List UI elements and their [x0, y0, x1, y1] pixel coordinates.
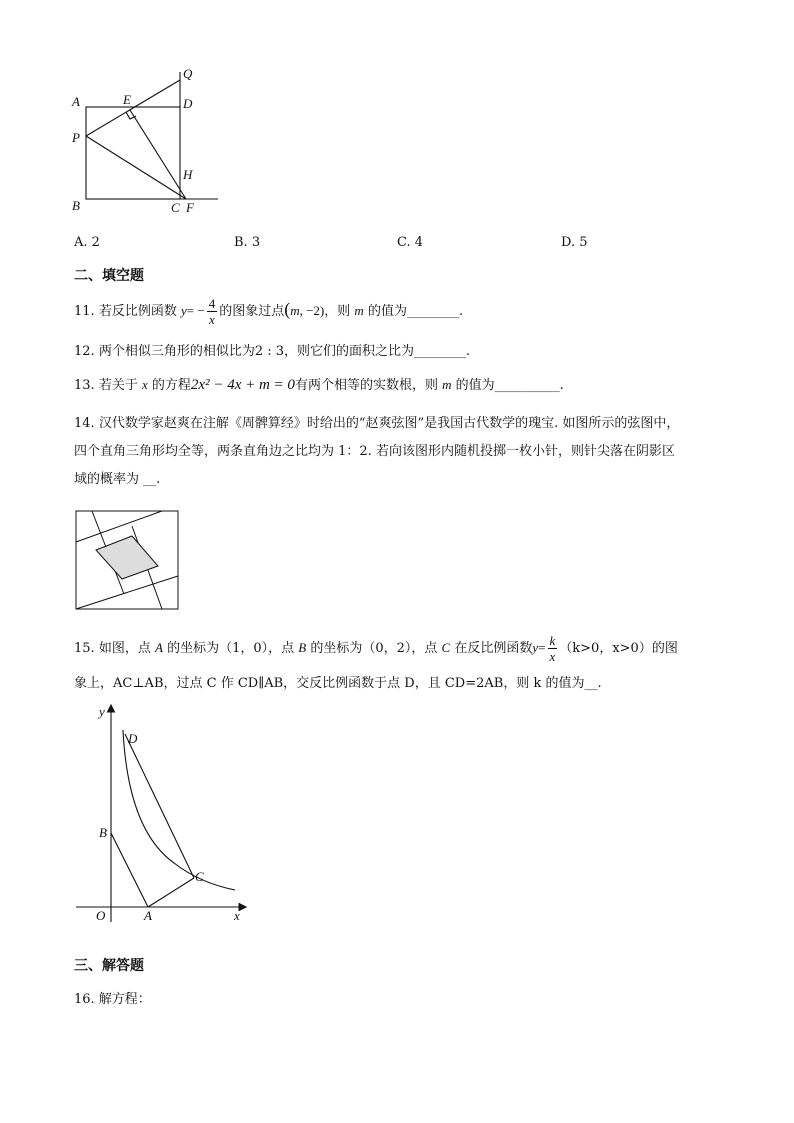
rectangle-abcd [86, 107, 180, 199]
line-ef [130, 110, 186, 199]
question-11: 11. 若反比例函数 y= − $\frac{4}{x}$ 的图象过点(m, −2)，则 m 的值为________. [74, 296, 464, 327]
question-12: 12. 两个相似三角形的相似比为2 : 3，则它们的面积之比为________. [74, 344, 471, 359]
question-14 [74, 410, 679, 494]
coordinate-figure [70, 700, 255, 930]
label-a: A [72, 94, 80, 109]
zhao-shuang-figure [72, 508, 182, 612]
question-14-line-2: 四个直角三角形均全等，两条直角边之比均为 1：2. 若向该图形内随机投掷一枚小针，则针尖落在阴影区 [74, 444, 675, 459]
option-a: A. 2 [74, 235, 100, 250]
option-c: C. 4 [397, 235, 424, 250]
geometry-figure-rectangle [60, 62, 230, 222]
line-pf [86, 136, 186, 199]
fraction-4-over-x: $\frac{4}{x}$ [208, 296, 216, 327]
axis-label-x: x [234, 908, 240, 923]
hyperbola-curve [123, 730, 235, 890]
segment-ab [111, 833, 148, 907]
label-point-b: B [99, 825, 107, 840]
label-p: P [72, 130, 80, 145]
question-14-line-1: 14. 汉代数学家赵爽在注解《周髀算经》时给出的“赵爽弦图”是我国古代数学的瑰宝. 如图所示的弦图中， [74, 416, 680, 431]
label-q: Q [183, 66, 193, 81]
section-answer-heading: 三、解答题 [74, 958, 144, 974]
label-h: H [183, 167, 193, 182]
question-15: 15. 如图，点 A 的坐标为（1，0），点 B 的坐标为（0，2），点 C 在反比例函数y= $\frac{k}{x}$ （k>0，x>0）的图 [74, 633, 678, 664]
label-point-d: D [128, 731, 138, 746]
option-d: D. 5 [561, 235, 588, 250]
question-13: 13. 若关于 x 的方程2x² − 4x + m = 0有两个相等的实数根，则 m 的值为__________. [74, 377, 564, 393]
label-c: C [171, 200, 180, 215]
option-b: B. 3 [234, 235, 261, 250]
question-15-line-2: 象上，AC⊥AB，过点 C 作 CD∥AB，交反比例函数于点 D，且 CD=2AB，则 k 的值为__. [74, 676, 602, 691]
label-f: F [186, 200, 194, 215]
label-b: B [72, 198, 80, 213]
section-fill-in-heading: 二、填空题 [74, 268, 144, 284]
chord-1 [76, 511, 162, 542]
label-d: D [183, 96, 193, 111]
label-e: E [123, 92, 131, 107]
line-pq [86, 80, 180, 136]
label-point-c: C [195, 869, 204, 884]
chord-2 [76, 576, 178, 609]
fraction-k-over-x: $\frac{k}{x}$ [549, 633, 556, 664]
question-16: 16. 解方程： [74, 992, 151, 1007]
axis-label-y: y [99, 704, 105, 719]
label-origin: O [96, 908, 106, 923]
label-point-a: A [144, 908, 152, 923]
question-14-line-3: 域的概率为 __. [74, 472, 161, 487]
segment-ac [148, 878, 194, 907]
